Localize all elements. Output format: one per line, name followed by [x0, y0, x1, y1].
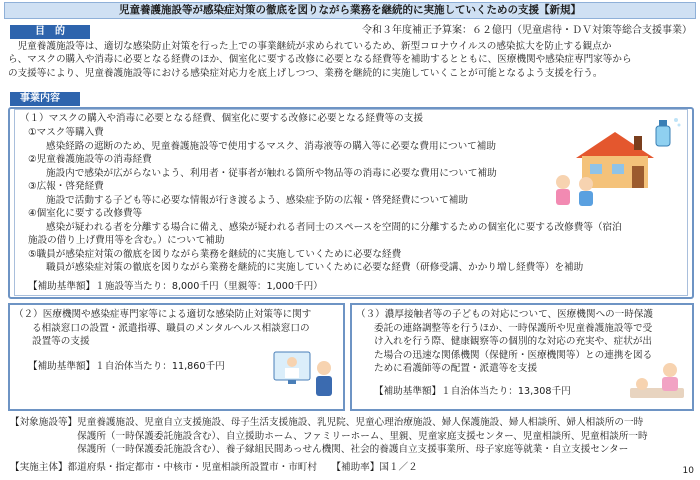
purpose-text: [8, 40, 694, 80]
item2-standard: 【補助基準額】１自治体当たり：11,860千円: [28, 361, 225, 372]
doctor-consult-icon: [272, 348, 340, 400]
sub-title: ④個室化に要する改修費等: [28, 208, 143, 219]
sub-line: 施設内で感染が広がらないよう、利用者・従事者が触れる箇所や物品等の消毒に必要な費用について補助: [46, 167, 497, 179]
content-label: 事業内容: [10, 92, 80, 106]
page-number: 10: [682, 466, 694, 476]
item2-text: [14, 308, 334, 349]
item3-text: [356, 308, 653, 376]
target-line: 【対象施設等】児童養護施設、児童自立支援施設、母子生活支援施設、乳児院、児童心理治療施設、婦人保護施設、婦人相談所、婦人相談所の一時: [10, 417, 644, 428]
sub-line: 職員が感染症対策の徹底を図りながら業務を継続的に実施していくために必要な経費（研修受講、かかり増し経費等）を補助: [46, 262, 584, 273]
item2-line: （２）医療機関や感染症専門家等による適切な感染防止対策等に関す: [14, 309, 312, 320]
purpose-label: 目 的: [10, 25, 90, 39]
sub-line: 感染経路の遮断のため、児童養護施設等で使用するマスク、消毒液等の購入等に必要な費用について補助: [46, 140, 496, 152]
sub-title: ⑤職員が感染症対策の徹底を図りながら業務を継続的に実施していくために必要な経費: [28, 248, 402, 260]
item3-line: け入れを行う際、健康観察等の個別的な対応の充実や、症状が出: [374, 336, 653, 347]
target-line: 保護所（一時保護委託施設含む）、自立援助ホーム、ファミリーホーム、里親、児童家庭支援センター、児童相談所、児童相談所一時: [10, 430, 648, 442]
page-title: 児童養護施設等が感染症対策の徹底を図りながら業務を継続的に実施していくための支援【新規】: [4, 2, 696, 19]
item3-line: た場合の迅速な関係機関（保健所・医療機関等）との連携を図る: [374, 349, 653, 361]
children-icon: [548, 172, 608, 212]
sub-title: ③広報・啓発経費: [28, 181, 104, 192]
item2-line: 設置等の支援: [32, 336, 90, 347]
item1-sub-1: [28, 126, 622, 275]
implementer-line: 【実施主体】都道府県・指定都市・中核市・児童相談所設置市・市町村 【補助率】国１／２: [10, 462, 418, 473]
item3-line: ために看護師等の配置・派遣等を支援: [374, 363, 538, 374]
item1-heading: （１）マスクの購入や消毒に必要となる経費、個室化に要する改修に必要となる経費等の支援: [20, 113, 423, 124]
sub-line: 施設で活動する子ども等に必要な情報が行き渡るよう、感染症予防の広報・啓発経費について補助: [46, 194, 468, 206]
item3-standard: 【補助基準額】１自治体当たり：13,308千円: [374, 386, 571, 397]
item3-line: 委託の連絡調整等を行うほか、一時保護所や児童養護施設等で受: [374, 322, 653, 334]
item1-standard: 【補助基準額】１施設等当たり：8,000千円（里親等：1,000千円）: [28, 281, 323, 292]
sub-line: 感染が疑われる者を分離する場合に備え、感染が疑われる者同士のスペースを空間的に分離するための個室化に要する改修費等（宿泊: [46, 221, 622, 233]
nurse-child-icon: [624, 360, 690, 406]
spray-bottle-icon: [646, 114, 682, 148]
sub-title: ①マスク等購入費: [28, 127, 104, 138]
purpose-line: 児童養護施設等は、適切な感染防止対策を行った上での事業継続が求められているため、新型コロナウイルスの感染拡大を防止する観点か: [17, 41, 612, 52]
sub-title: ②児童養護施設等の消毒経費: [28, 154, 152, 165]
purpose-line: ら、マスクの購入や消毒に必要となる経費のほか、個室化に要する改修に必要となる経費等を補助するとともに、医療機関や感染症専門家等から: [8, 54, 632, 66]
item2-line: る相談窓口の設置・派遣指導、職員のメンタルヘルス相談窓口の: [32, 322, 310, 334]
sub-line: 施設の借り上げ費用等を含む。）について補助: [28, 235, 225, 246]
target-facilities: [10, 416, 648, 457]
budget-line: 令和３年度補正予算案：６２億円（児童虐待・ＤＶ対策等総合支援事業）: [362, 25, 692, 36]
target-line: 保護所（一時保護委託施設含む）、養子縁組民間あっせん機関、社会的養護自立支援事業所、母子家庭等就業・自立支援センター: [10, 444, 629, 455]
purpose-line: の支援等により、児童養護施設等における感染症対応力を底上げしつつ、業務を継続的に実施していくことが可能となるよう支援を行う。: [8, 67, 603, 79]
item3-line: （３）濃厚接触者等の子どもの対応について、医療機関への一時保護: [356, 309, 654, 320]
